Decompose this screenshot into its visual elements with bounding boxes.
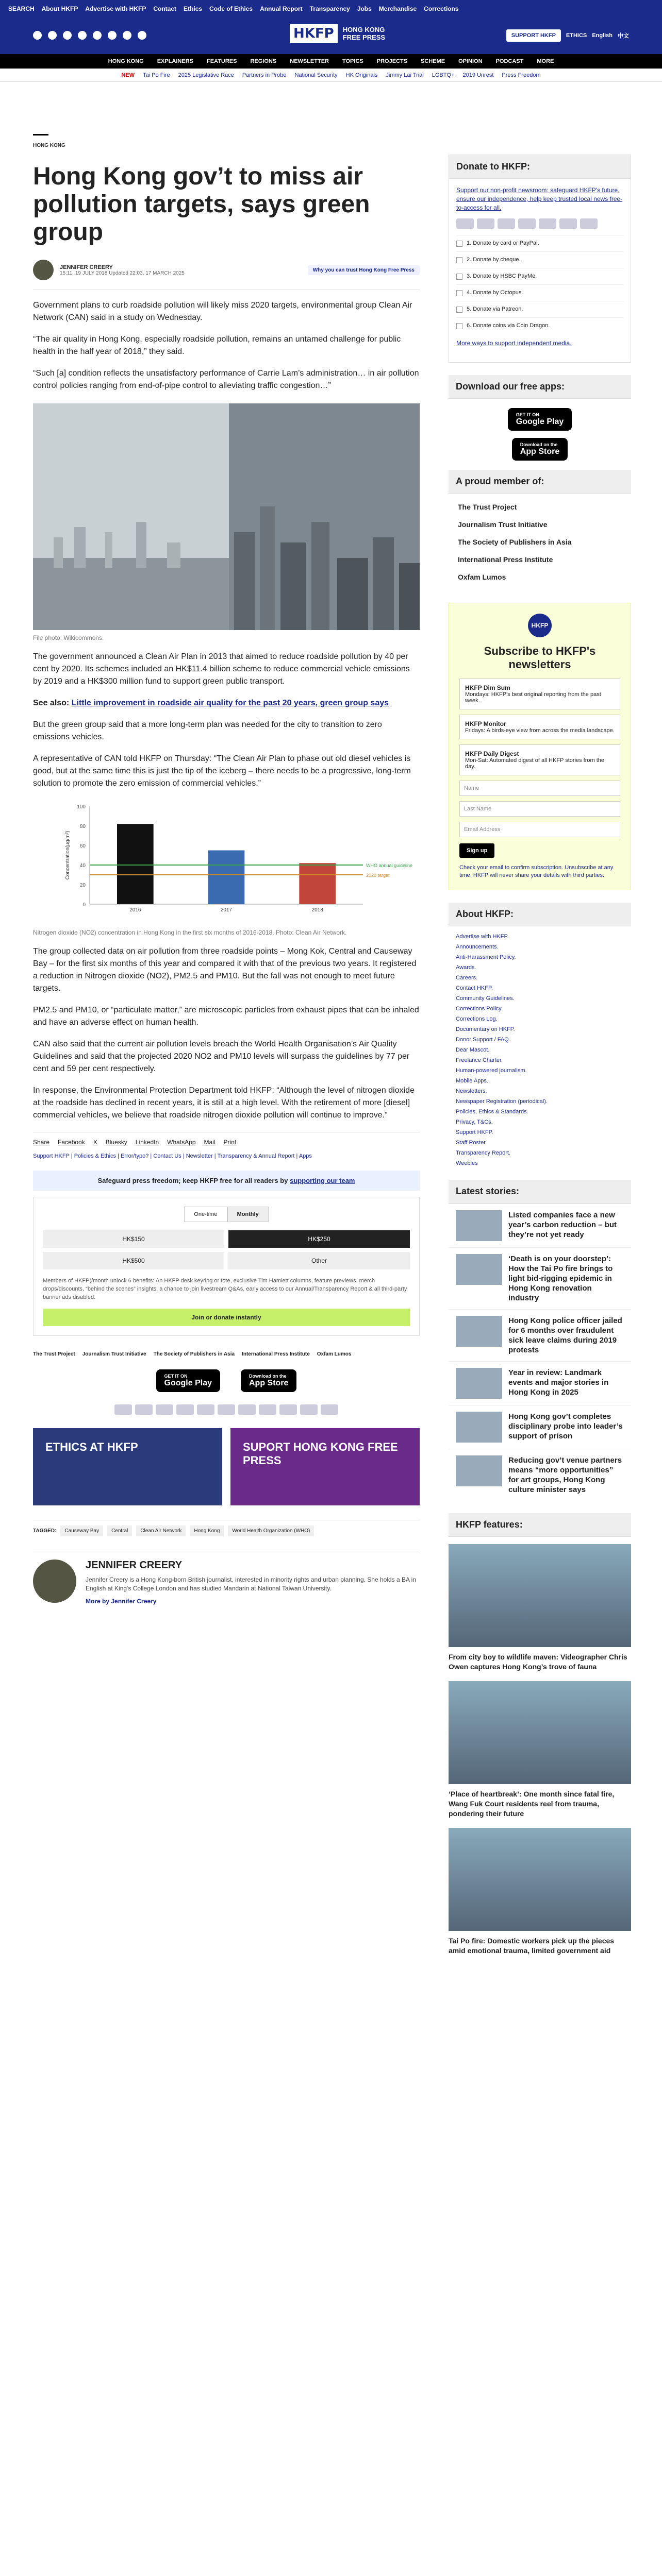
- share-bar: [33, 1132, 420, 1146]
- story-title: Hong Kong gov’t completes disciplinary probe into leader’s support of prison: [508, 1412, 623, 1440]
- tab-monthly[interactable]: Monthly: [227, 1207, 269, 1222]
- sub-nav-item[interactable]: LGBTQ+: [432, 72, 455, 78]
- expand-icon: [456, 307, 462, 313]
- features-list: [449, 1537, 631, 1965]
- member-oxfam[interactable]: Oxfam Lumos: [458, 573, 506, 581]
- paragraph: But the green group said that a more long-term plan was needed for the city to transition to zero emissions vehicles.: [33, 720, 382, 741]
- about-list: [449, 926, 631, 1174]
- top-bar: [0, 0, 662, 17]
- logo-name-1: HONG KONG: [342, 26, 385, 33]
- share-print[interactable]: Print: [223, 1139, 237, 1146]
- member-logo: International Press Institute: [242, 1351, 310, 1357]
- article-title: Hong Kong gov’t to miss air pollution targets, says green group: [33, 163, 370, 246]
- story-thumbnail: [456, 1368, 502, 1399]
- story-thumbnail: [456, 1455, 502, 1486]
- sub-nav-item[interactable]: Jimmy Lai Trial: [386, 72, 424, 78]
- video-row: [33, 1428, 420, 1505]
- top-link[interactable]: Code of Ethics: [209, 5, 253, 12]
- paragraph: The group collected data on air pollution from three roadside points – Mong Kok, Central and Causeway Bay – for the first six months of this year and compared it with that of the previous two years. It registered a reduction in Nitrogen dioxide (NO2), PM2.5 and PM10. But the fall was not enough to meet future targets.: [33, 947, 417, 993]
- latest-story[interactable]: [449, 1405, 631, 1449]
- share-facebook[interactable]: Facebook: [58, 1139, 85, 1146]
- feature-title: Tai Po fire: Domestic workers pick up the pieces amid emotional trauma, limited government aid: [449, 1937, 615, 1955]
- sub-nav-item[interactable]: Tai Po Fire: [143, 72, 170, 78]
- support-link[interactable]: supporting our team: [290, 1177, 355, 1184]
- name-input[interactable]: Name: [459, 781, 620, 796]
- top-link[interactable]: Ethics: [184, 5, 203, 12]
- byline: [33, 260, 420, 290]
- donate-widget: [33, 1197, 420, 1336]
- nav-item[interactable]: OPINION: [458, 58, 483, 64]
- member-title: A proud member of:: [449, 470, 631, 494]
- sub-nav-label: NEW: [121, 72, 135, 78]
- sub-nav-item[interactable]: 2019 Unrest: [462, 72, 494, 78]
- about-link[interactable]: Advertise with HKFP.: [456, 934, 509, 940]
- about-link[interactable]: Support HKFP.: [456, 1129, 493, 1136]
- story-title: Listed companies face a new year’s carbon reduction – but they’re not yet ready: [508, 1211, 617, 1239]
- about-link[interactable]: Policies, Ethics & Standards.: [456, 1109, 528, 1115]
- main-nav: [0, 54, 662, 69]
- nav-item[interactable]: FEATURES: [207, 58, 237, 64]
- apps-title: Download our free apps:: [449, 375, 631, 399]
- latest-story[interactable]: [449, 1204, 631, 1247]
- tag-list: [33, 1520, 420, 1536]
- tags-label: TAGGED:: [33, 1528, 57, 1534]
- city-skyline-image: [33, 403, 420, 630]
- expand-icon: [456, 241, 462, 247]
- expand-icon: [456, 290, 462, 296]
- video-ethics[interactable]: ETHICS AT HKFP: [33, 1428, 222, 1505]
- bar-2018: [299, 863, 336, 904]
- app-store-badge[interactable]: Download on the App Store: [241, 1369, 296, 1392]
- logo-mark: HKFP: [290, 24, 338, 43]
- sub-nav: [0, 69, 662, 82]
- see-also-link[interactable]: Little improvement in roadside air quality for the past 20 years, green group says: [71, 699, 389, 707]
- tag[interactable]: Central: [107, 1526, 132, 1536]
- nav-item[interactable]: MORE: [537, 58, 554, 64]
- x-tick-label: 2018: [311, 907, 323, 913]
- footer-links[interactable]: Support HKFP | Policies & Ethics | Error/typo? | Contact Us | Newsletter | Transparency & Annual Report | Apps: [33, 1153, 312, 1159]
- patreon-icon: [259, 1404, 276, 1415]
- latest-list: [449, 1204, 631, 1501]
- x-tick-label: 2017: [220, 907, 233, 913]
- donate-option[interactable]: 1. Donate by card or PayPal.: [456, 235, 623, 251]
- sub-nav-item[interactable]: HK Originals: [345, 72, 378, 78]
- expand-icon: [456, 257, 462, 263]
- y-tick-label: 100: [77, 804, 86, 810]
- latest-story[interactable]: [449, 1449, 631, 1501]
- share-whatsapp[interactable]: WhatsApp: [167, 1139, 196, 1146]
- instagram-icon[interactable]: [63, 31, 72, 40]
- sidebar: [449, 155, 631, 1965]
- author-bio: Jennifer Creery is a Hong Kong-born British journalist, interested in minority rights and urban planning. She holds a BA in English at King's College London and has studied Mandarin at National Taiwan University.: [86, 1576, 417, 1592]
- story-thumbnail: [456, 1254, 502, 1285]
- donate-option[interactable]: 5. Donate via Patreon.: [456, 301, 623, 317]
- member-logo: Oxfam Lumos: [317, 1351, 352, 1357]
- x-icon[interactable]: [48, 31, 57, 40]
- bar-2017: [208, 851, 245, 905]
- kicker-bar: [33, 134, 48, 135]
- author-name[interactable]: JENNIFER CREERY: [60, 264, 113, 270]
- trust-link[interactable]: Why you can trust Hong Kong Free Press: [308, 265, 420, 275]
- about-link[interactable]: Donor Support / FAQ.: [456, 1037, 510, 1043]
- site-header: [0, 17, 662, 54]
- logo-name-2: FREE PRESS: [342, 33, 386, 41]
- member-sopa[interactable]: The Society of Publishers in Asia: [458, 538, 572, 546]
- reference-line-label: 2020 target: [366, 873, 390, 878]
- member-jti[interactable]: Journalism Trust Initiative: [458, 520, 548, 529]
- article-photo: [33, 403, 420, 641]
- article-kicker[interactable]: HONG KONG: [33, 143, 65, 148]
- facebook-icon[interactable]: [33, 31, 42, 40]
- newsletter-option[interactable]: HKFP Dim Sum Mondays: HKFP's best original reporting from the past week.: [459, 679, 620, 709]
- applepay-icon: [321, 1404, 338, 1415]
- amount-option-selected[interactable]: HK$250: [228, 1230, 410, 1248]
- tag[interactable]: Hong Kong: [190, 1526, 224, 1536]
- latest-story[interactable]: [449, 1309, 631, 1361]
- about-link[interactable]: Careers.: [456, 975, 478, 981]
- bar-2016: [117, 824, 154, 904]
- support-text: Safeguard press freedom; keep HKFP free for all readers by: [97, 1177, 288, 1184]
- share-label: Share: [33, 1139, 50, 1146]
- about-link[interactable]: Mobile Apps.: [456, 1078, 488, 1084]
- member-logos-row: [33, 1351, 420, 1357]
- visa-icon: [477, 218, 494, 229]
- story-thumbnail: [456, 1316, 502, 1347]
- nav-item[interactable]: HONG KONG: [108, 58, 144, 64]
- about-link[interactable]: Dear Mascot.: [456, 1047, 490, 1053]
- rss-icon[interactable]: [138, 31, 146, 40]
- octopus-icon: [238, 1404, 256, 1415]
- gpay-icon: [300, 1404, 318, 1415]
- y-tick-label: 60: [79, 843, 86, 849]
- about-link[interactable]: Documentary on HKFP.: [456, 1026, 515, 1032]
- paypal-icon: [135, 1404, 153, 1415]
- no2-chart: [33, 801, 420, 925]
- latest-story[interactable]: [449, 1247, 631, 1309]
- member-trust-project[interactable]: The Trust Project: [458, 503, 517, 511]
- amount-option[interactable]: HK$500: [43, 1252, 224, 1269]
- chart-svg: [33, 801, 420, 925]
- top-link[interactable]: Annual Report: [260, 5, 303, 12]
- patreon-icon: [580, 218, 598, 229]
- payme-icon: [279, 1404, 297, 1415]
- jcb-icon: [197, 1404, 214, 1415]
- amex-icon: [498, 218, 515, 229]
- author-more-link[interactable]: More by Jennifer Creery: [86, 1598, 157, 1605]
- feature-image: [449, 1828, 631, 1931]
- newsletter-box: [449, 603, 631, 890]
- nav-item[interactable]: PROJECTS: [376, 58, 408, 64]
- top-link[interactable]: Jobs: [357, 5, 372, 12]
- member-logo: The Society of Publishers in Asia: [153, 1351, 235, 1357]
- y-tick-label: 20: [79, 883, 86, 888]
- paragraph: In response, the Environmental Protection Department told HKFP: “Although the level of nitrogen dioxide at the roadside has declined in recent years, it is still at a high level. With the retirement of more [diesel] commercial vehicles, we believe that roadside nitrogen dioxide pollution will continue to improve.”: [33, 1086, 415, 1120]
- support-button[interactable]: SUPPORT HKFP: [506, 29, 561, 42]
- chart-caption: Nitrogen dioxide (NO2) concentration in Hong Kong in the first six months of 2016-2018. Photo: Clean Air Network.: [33, 929, 347, 936]
- donate-option[interactable]: 4. Donate by Octopus.: [456, 284, 623, 301]
- mastercard-icon: [114, 1404, 132, 1415]
- site-logo[interactable]: [290, 24, 385, 43]
- telegram-icon[interactable]: [123, 31, 131, 40]
- visa-icon: [156, 1404, 173, 1415]
- sub-nav-item[interactable]: 2025 Legislative Race: [178, 72, 234, 78]
- feature-title: From city boy to wildlife maven: Videographer Chris Owen captures Hong Kong’s trove of fauna: [449, 1653, 627, 1671]
- payme-icon: [539, 218, 556, 229]
- about-link[interactable]: Contact HKFP.: [456, 985, 493, 991]
- story-title: Reducing gov’t venue partners means “more opportunities” for art groups, Hong Kong culture minister says: [508, 1456, 622, 1494]
- donate-option[interactable]: 3. Donate by HSBC PayMe.: [456, 268, 623, 284]
- top-link[interactable]: Advertise with HKFP: [85, 5, 146, 12]
- about-link[interactable]: Transparency Report.: [456, 1150, 510, 1156]
- newsletter-option[interactable]: HKFP Daily Digest Mon-Sat: Automated digest of all HKFP stories from the day.: [459, 744, 620, 775]
- latest-story[interactable]: [449, 1361, 631, 1405]
- story-title: Year in review: Landmark events and major stories in Hong Kong in 2025: [508, 1368, 609, 1397]
- app-store-badge[interactable]: Download on the App Store: [512, 438, 568, 461]
- donate-title: Donate to HKFP:: [449, 155, 631, 179]
- search-link[interactable]: SEARCH: [8, 5, 35, 12]
- support-box: [33, 1171, 420, 1191]
- newsletter-title: Subscribe to HKFP's newsletters: [484, 645, 596, 671]
- about-link[interactable]: Staff Roster.: [456, 1140, 487, 1146]
- photo-caption: File photo: Wikicommons.: [33, 634, 104, 641]
- member-ipi[interactable]: International Press Institute: [458, 555, 553, 564]
- paragraph: “The air quality in Hong Kong, especially roadside pollution, remains an untamed challenge for public health in the half year of 2018,” they said.: [33, 335, 401, 356]
- top-link[interactable]: Contact: [153, 5, 177, 12]
- y-tick-label: 80: [79, 824, 86, 829]
- about-link[interactable]: Corrections Log.: [456, 1016, 498, 1022]
- feature-image: [449, 1544, 631, 1647]
- paragraph: PM2.5 and PM10, or “particulate matter,” are microscopic particles from exhaust pipes that can be inhaled and have an adverse effect on human health.: [33, 1006, 419, 1027]
- story-thumbnail: [456, 1412, 502, 1443]
- nav-item[interactable]: PODCAST: [495, 58, 524, 64]
- about-title: About HKFP:: [449, 903, 631, 926]
- donate-option[interactable]: 2. Donate by cheque.: [456, 251, 623, 268]
- feature-story[interactable]: [449, 1681, 631, 1828]
- top-link[interactable]: Corrections: [424, 5, 459, 12]
- about-link[interactable]: Anti-Harassment Policy.: [456, 954, 516, 960]
- tag[interactable]: World Health Organization (WHO): [228, 1526, 314, 1536]
- donate-box: [449, 155, 631, 363]
- sub-nav-item[interactable]: Press Freedom: [502, 72, 541, 78]
- story-thumbnail: [456, 1210, 502, 1241]
- feature-title: ‘Place of heartbreak’: One month since fatal fire, Wang Fuk Court residents reel from trauma, pondering their future: [449, 1790, 615, 1818]
- author-box-name[interactable]: JENNIFER CREERY: [86, 1560, 183, 1571]
- see-also-label: See also:: [33, 699, 70, 707]
- about-link[interactable]: Awards.: [456, 964, 476, 971]
- share-mail[interactable]: Mail: [204, 1139, 216, 1146]
- newsletter-option[interactable]: HKFP Monitor Fridays: A birds-eye view from across the media landscape.: [459, 715, 620, 739]
- english-link[interactable]: English: [592, 32, 613, 39]
- y-tick-label: 40: [79, 863, 86, 869]
- paragraph: The government announced a Clean Air Plan in 2013 that aimed to reduce roadside pollution by 40 per cent by 2020. Its schemes included an HK$11.4 billion scheme to reduce commercial vehicle emissions by 2019 and a HK$300 million fund to support green public transport.: [33, 652, 410, 686]
- nav-item[interactable]: TOPICS: [342, 58, 363, 64]
- feature-image: [449, 1681, 631, 1784]
- nav-item[interactable]: REGIONS: [250, 58, 277, 64]
- octopus-icon: [559, 218, 577, 229]
- x-tick-label: 2016: [129, 907, 141, 913]
- expand-icon: [456, 274, 462, 280]
- paragraph: “Such [a] condition reflects the unsatisfactory performance of Carrie Lam’s administration… in air pollution control policies ranging from end-of-pipe control to alleviating traffic congestion…”: [33, 369, 419, 390]
- amount-option[interactable]: HK$150: [43, 1230, 224, 1248]
- paragraph: A representative of CAN told HKFP on Thursday: “The Clean Air Plan to phase out old diesel vehicles is good, but at the same time this is just the tip of the iceberg – there needs to be a progressive, long-term solution to promote the zero emission of commercial vehicles.”: [33, 754, 411, 788]
- latest-title: Latest stories:: [449, 1180, 631, 1204]
- video-support[interactable]: SUPORT HONG KONG FREE PRESS: [230, 1428, 420, 1505]
- member-logo: The Trust Project: [33, 1351, 75, 1357]
- newsletter-note: Check your email to confirm subscription. Unsubscribe at any time. HKFP will never share your details with third parties.: [459, 865, 614, 878]
- donate-description: Members of HKFP(/month unlock 6 benefits: An HKFP desk keyring or tote, exclusive Tim Hamlett columns, feature previews, merch drops/discounts, “behind the scenes” insights, a chance to join livestream Q&As, early access to our Annual/Transparency Report & all third-party banner ads disabled.: [43, 1278, 407, 1300]
- email-input[interactable]: Email Address: [459, 822, 620, 837]
- author-box: [33, 1550, 420, 1606]
- tag[interactable]: Causeway Bay: [60, 1526, 103, 1536]
- newsletter-badge: HKFP: [528, 614, 552, 637]
- share-x[interactable]: X: [93, 1139, 97, 1146]
- about-link[interactable]: Announcements.: [456, 944, 499, 950]
- author-avatar: [33, 260, 54, 280]
- sub-nav-item[interactable]: National Security: [294, 72, 338, 78]
- about-link[interactable]: Weebles: [456, 1160, 478, 1166]
- youtube-icon[interactable]: [93, 31, 102, 40]
- unionpay-icon: [218, 1404, 235, 1415]
- about-link[interactable]: Corrections Policy.: [456, 1006, 503, 1012]
- feature-story[interactable]: [449, 1544, 631, 1681]
- sub-nav-item[interactable]: Partners in Probe: [242, 72, 287, 78]
- chinese-link[interactable]: 中文: [618, 33, 629, 39]
- story-title: ‘Death is on your doorstep’: How the Tai Po fire brings to light bid-rigging epidemic in Hong Kong renovation industry: [508, 1255, 613, 1302]
- top-link[interactable]: Transparency: [309, 5, 350, 12]
- top-link[interactable]: Merchandise: [378, 5, 417, 12]
- expand-icon: [456, 323, 462, 329]
- about-link[interactable]: Newsletters.: [456, 1088, 487, 1094]
- ethics-link[interactable]: ETHICS: [566, 32, 587, 39]
- article: [33, 134, 420, 1606]
- social-icons: [33, 31, 146, 40]
- threads-icon[interactable]: [78, 31, 87, 40]
- last-name-input[interactable]: Last Name: [459, 801, 620, 817]
- amount-option[interactable]: Other: [228, 1252, 410, 1269]
- share-linkedin[interactable]: LinkedIn: [135, 1139, 159, 1146]
- donate-more-link[interactable]: More ways to support independent media.: [456, 340, 572, 347]
- feature-story[interactable]: [449, 1828, 631, 1965]
- paypal-icon: [518, 218, 536, 229]
- amex-icon: [176, 1404, 194, 1415]
- paragraph: Government plans to curb roadside pollution will likely miss 2020 targets, environmental group Clean Air Network (CAN) said in a study on Wednesday.: [33, 301, 412, 322]
- linkedin-icon[interactable]: [108, 31, 117, 40]
- author-photo: [33, 1560, 76, 1603]
- tag[interactable]: Clean Air Network: [136, 1526, 186, 1536]
- reference-line-label: WHO annual guideline: [366, 863, 413, 868]
- about-link[interactable]: Human-powered journalism.: [456, 1067, 527, 1074]
- about-link[interactable]: Privacy, T&Cs.: [456, 1119, 493, 1125]
- donate-body-link[interactable]: Support our non-profit newsroom: safeguard HKFP's future, ensure our independence, help keep trusted local news free-to-access for all.: [456, 187, 623, 211]
- paragraph: CAN also said that the current air pollution levels breach the World Health Organisation’s Air Quality Guidelines and said that the projected 2020 NO2 and PM10 levels will surpass the guidelines by 77 per cent and 59 per cent respectively.: [33, 1040, 410, 1073]
- share-bluesky[interactable]: Bluesky: [105, 1139, 127, 1146]
- y-axis-label: Concentration(μg/m³): [65, 831, 71, 880]
- tab-one-time[interactable]: One-time: [184, 1207, 227, 1222]
- nav-item[interactable]: EXPLAINERS: [157, 58, 193, 64]
- donate-option[interactable]: 6. Donate coins via Coin Dragon.: [456, 317, 623, 334]
- google-play-badge[interactable]: GET IT ON Google Play: [156, 1369, 220, 1392]
- google-play-badge[interactable]: GET IT ON Google Play: [508, 408, 572, 431]
- story-title: Hong Kong police officer jailed for 6 months over fraudulent sick leave claims during 2019 protests: [508, 1316, 622, 1354]
- about-link[interactable]: Freelance Charter.: [456, 1057, 503, 1063]
- about-link[interactable]: Community Guidelines.: [456, 995, 515, 1002]
- mastercard-icon: [456, 218, 474, 229]
- payment-icons: [33, 1404, 420, 1415]
- signup-button[interactable]: Sign up: [459, 843, 494, 858]
- article-dates: 15:11, 19 JULY 2018 Updated 22:03, 17 MARCH 2025: [60, 270, 185, 276]
- nav-item[interactable]: NEWSLETTER: [290, 58, 329, 64]
- about-link[interactable]: Newspaper Registration (periodical).: [456, 1098, 548, 1105]
- features-title: HKFP features:: [449, 1513, 631, 1537]
- y-tick-label: 0: [82, 902, 86, 908]
- join-button[interactable]: Join or donate instantly: [43, 1309, 410, 1326]
- top-link[interactable]: About HKFP: [41, 5, 78, 12]
- member-logo: Journalism Trust Initiative: [82, 1351, 146, 1357]
- nav-item[interactable]: SCHEME: [421, 58, 445, 64]
